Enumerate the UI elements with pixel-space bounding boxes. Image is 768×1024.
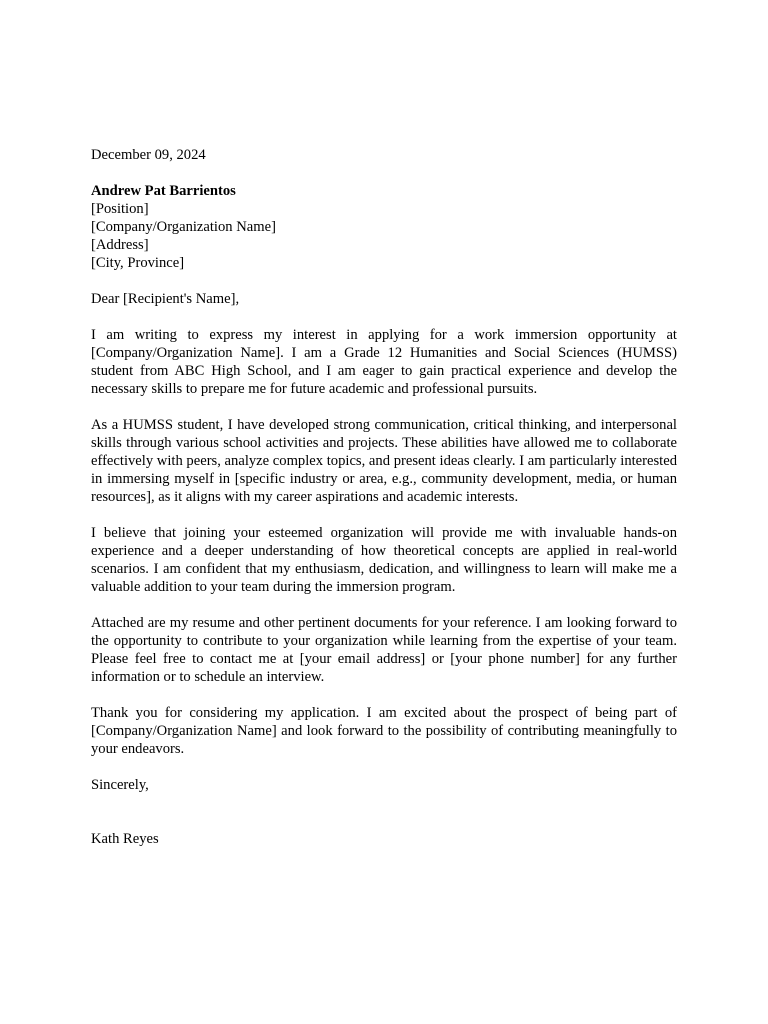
signature-block [91,830,677,848]
body-paragraph-5: Thank you for considering my application. I am excited about the prospect of being part of [Company/Organization Name] and look forward to the possibility of contributing meaningfully to your endeavors. [91,705,677,757]
recipient-address: [Address] [91,237,149,253]
closing-block [91,776,677,794]
signature-space [91,794,677,830]
closing: Sincerely, [91,777,149,793]
letter-date-block [91,146,677,164]
body-paragraph-3: I believe that joining your esteemed organization will provide me with invaluable hands-on experience and a deeper understanding of how theoretical concepts are applied in real-world scenarios. I am confident that my enthusiasm, dedication, and willingness to learn will make me a valuable addition to your team during the immersion program. [91,525,677,595]
signature-name: Kath Reyes [91,831,159,847]
letter-date: December 09, 2024 [91,147,206,163]
recipient-address-block [91,182,677,272]
recipient-city: [City, Province] [91,255,185,271]
body-paragraph-2: As a HUMSS student, I have developed strong communication, critical thinking, and interpersonal skills through various school activities and projects. These abilities have allowed me to collaborate effectively with peers, analyze complex topics, and present ideas clearly. I am particularly interested in immersing myself in [specific industry or area, e.g., community development, media, or human resources], as it aligns with my career aspirations and academic interests. [91,417,677,505]
recipient-organization: [Company/Organization Name] [91,219,276,235]
body-paragraph-4: Attached are my resume and other pertinent documents for your reference. I am looking forward to the opportunity to contribute to your organization while learning from the expertise of your team. Please feel free to contact me at [your email address] or [your phone number] for any further information or to schedule an interview. [91,615,677,685]
recipient-name: Andrew Pat Barrientos [91,183,236,199]
body-paragraph-1: I am writing to express my interest in applying for a work immersion opportunity at [Company/Organization Name]. I am a Grade 12 Humanities and Social Sciences (HUMSS) student from ABC High School, and I am eager to gain practical experience and develop the necessary skills to prepare me for future academic and professional pursuits. [91,327,677,397]
salutation-block [91,290,677,308]
letter-page [91,146,677,848]
salutation: Dear [Recipient's Name], [91,291,240,307]
recipient-position: [Position] [91,201,149,217]
